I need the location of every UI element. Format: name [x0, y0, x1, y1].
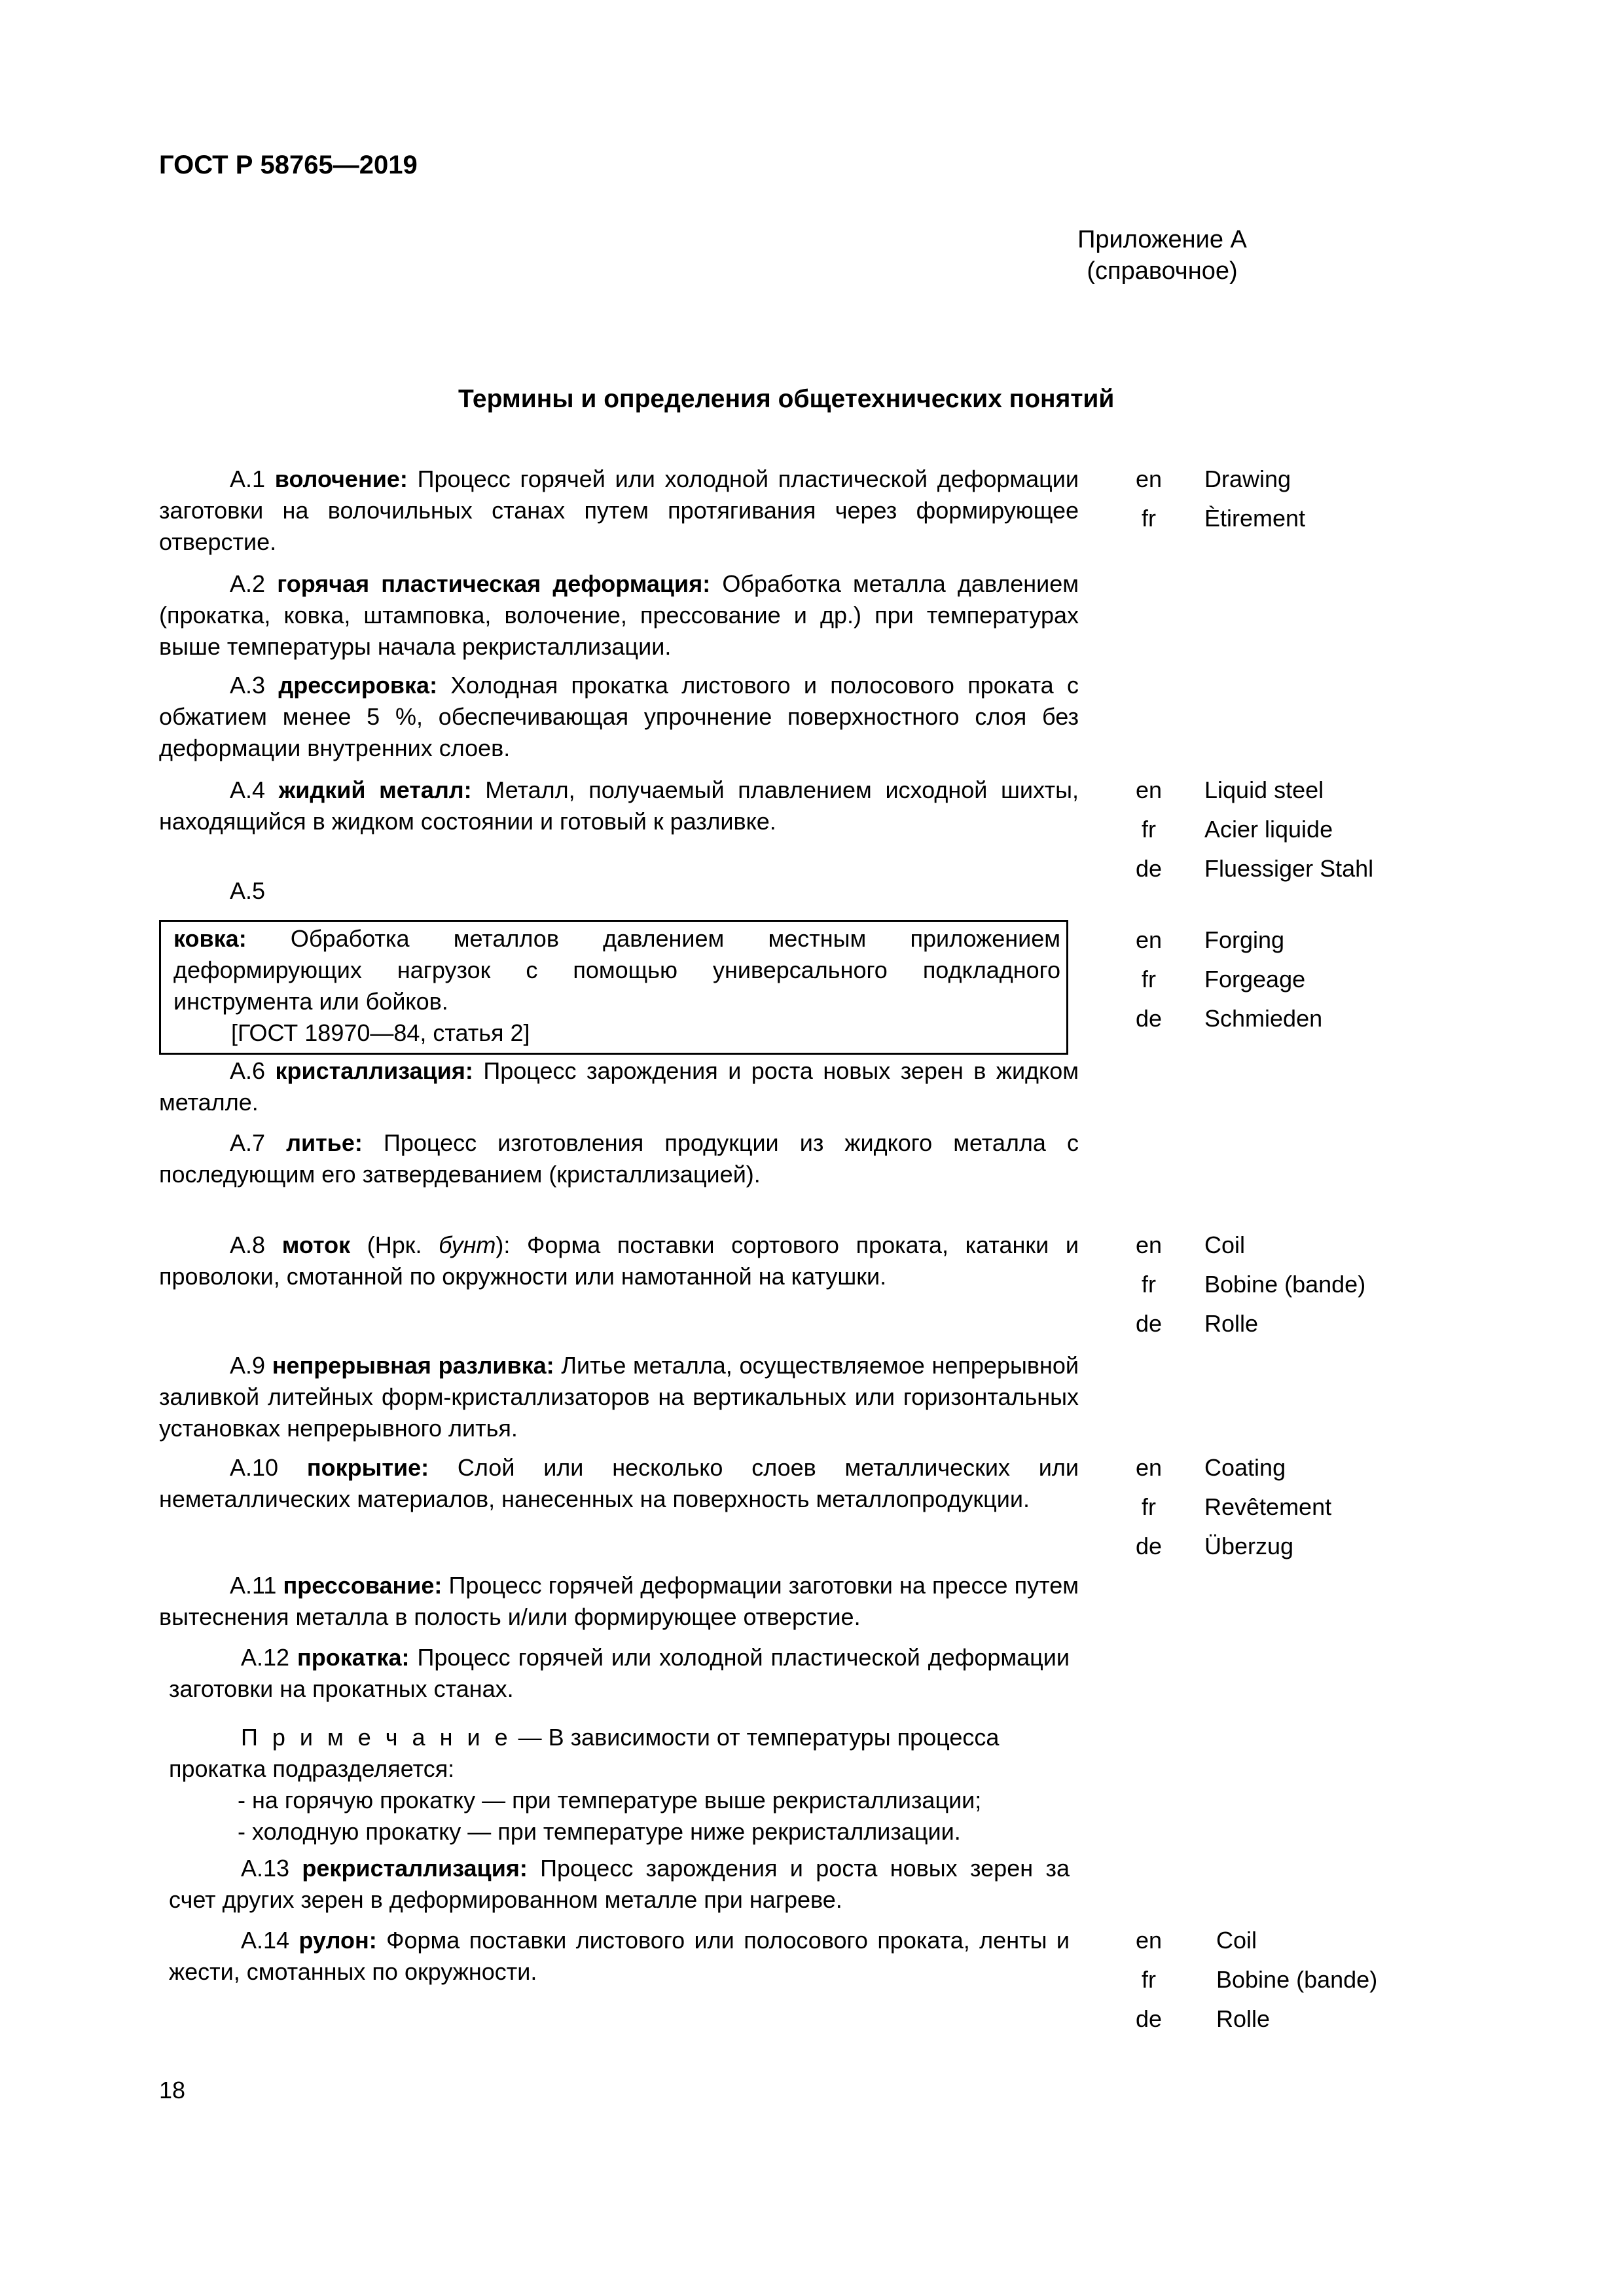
- note-block: П р и м е ч а н и е — В зависимости от температуры процесса прокатка подразделяется: - на горячую прокатку — при температуре выше рекристаллизации; - холодную прокатку — при температуре ниже рекристаллизации.: [169, 1722, 1070, 1848]
- lang-code: fr: [1142, 1966, 1156, 1993]
- term-entry-a12: А.12 прокатка: Процесс горячей или холодной пластической деформации заготовки на прокатных станах.: [169, 1644, 1070, 1702]
- term: дрессировка:: [278, 672, 438, 699]
- term-entry-a1: А.1 волочение: Процесс горячей или холодной пластической деформации заготовки на волочильных станах путем протягивания через формирующее отверстие.: [159, 465, 1079, 555]
- term: рекристаллизация:: [302, 1855, 528, 1882]
- lang-code: fr: [1142, 505, 1156, 532]
- equivalent-term: Coil: [1216, 1927, 1257, 1954]
- equivalent-term: Rolle: [1216, 2005, 1271, 2032]
- lang-code: en: [1135, 1454, 1163, 1481]
- term: жидкий металл:: [278, 776, 472, 803]
- equivalent-term: Forgeage: [1204, 966, 1306, 993]
- source-reference: [ГОСТ 18970—84, статья 2]: [231, 1019, 530, 1046]
- equivalent-term: Coating: [1204, 1454, 1286, 1481]
- note-list-item: - холодную прокатку — при температуре ниже рекристаллизации.: [238, 1818, 961, 1845]
- lang-code: fr: [1142, 1271, 1156, 1298]
- appendix-type: (справочное): [1087, 257, 1238, 285]
- term: покрытие:: [306, 1454, 429, 1481]
- term: горячая пластическая деформация:: [277, 570, 711, 597]
- equivalent-term: Ètirement: [1204, 505, 1306, 532]
- lang-code: de: [1135, 855, 1163, 882]
- equivalent-term: Schmieden: [1204, 1005, 1323, 1032]
- lang-code: fr: [1142, 1493, 1156, 1520]
- lang-code: de: [1135, 1310, 1163, 1337]
- term: прессование:: [283, 1572, 442, 1599]
- equivalent-term: Bobine (bande): [1216, 1966, 1378, 1993]
- lang-code: fr: [1142, 816, 1156, 843]
- term: рулон:: [298, 1927, 377, 1954]
- lang-code: en: [1135, 776, 1163, 803]
- document-number: ГОСТ Р 58765—2019: [159, 151, 418, 179]
- equivalent-term: Acier liquide: [1204, 816, 1333, 843]
- equivalent-term: Revêtement: [1204, 1493, 1332, 1520]
- term-entry-a8: А.8 моток (Нрк. бунт): Форма поставки сортового проката, катанки и проволоки, смотанной по окружности или намотанной на катушки.: [159, 1231, 1079, 1290]
- equivalent-term: Forging: [1204, 926, 1285, 953]
- term-entry-a2: А.2 горячая пластическая деформация: Обработка металла давлением (прокатка, ковка, штамповка, волочение, прессование и др.) при температурах выше температуры начала рекристаллизации.: [159, 570, 1079, 660]
- equivalent-term: Überzug: [1204, 1533, 1294, 1559]
- term-entry-a14: А.14 рулон: Форма поставки листового или полосового проката, ленты и жести, смотанных по окружности.: [169, 1927, 1070, 1985]
- term-entry-a5-number: А.5: [230, 877, 266, 904]
- term: моток: [281, 1231, 351, 1258]
- term: волочение:: [274, 465, 408, 492]
- term: непрерывная разливка:: [272, 1352, 554, 1379]
- lang-code: de: [1135, 1533, 1163, 1559]
- term-entry-a4: А.4 жидкий металл: Металл, получаемый плавлением исходной шихты, находящийся в жидком состоянии и готовый к разливке.: [159, 776, 1079, 835]
- lang-code: de: [1135, 2005, 1163, 2032]
- term-entry-a5: ковка: Обработка металлов давлением местным приложением деформирующих нагрузок с помощью универсального подкладного инструмента или бойков. [ГОСТ 18970—84, статья 2]: [173, 923, 1060, 1049]
- appendix-label: Приложение А: [1077, 226, 1247, 253]
- term-entry-a10: А.10 покрытие: Слой или несколько слоев металлических или неметаллических материалов, нанесенных на поверхность металлопродукции.: [159, 1454, 1079, 1512]
- lang-code: fr: [1142, 966, 1156, 993]
- term: прокатка:: [297, 1644, 410, 1671]
- equivalent-term: Rolle: [1204, 1310, 1259, 1337]
- equivalent-term: Liquid steel: [1204, 776, 1324, 803]
- note-list-item: - на горячую прокатку — при температуре выше рекристаллизации;: [238, 1787, 982, 1813]
- lang-code: en: [1135, 926, 1163, 953]
- equivalent-term: Bobine (bande): [1204, 1271, 1366, 1298]
- equivalent-term: Coil: [1204, 1231, 1246, 1258]
- term-entry-a7: А.7 литье: Процесс изготовления продукции из жидкого металла с последующим его затвердеванием (кристаллизацией).: [159, 1129, 1079, 1188]
- term: кристаллизация:: [275, 1057, 473, 1084]
- equivalent-term: Fluessiger Stahl: [1204, 855, 1374, 882]
- section-title: Термины и определения общетехнических понятий: [458, 385, 1115, 413]
- term-entry-a9: А.9 непрерывная разливка: Литье металла, осуществляемое непрерывной заливкой литейных форм-кристаллизаторов на вертикальных или горизонтальных установках непрерывного литья.: [159, 1352, 1079, 1442]
- term-entry-a3: А.3 дрессировка: Холодная прокатка листового и полосового проката с обжатием менее 5 %, обеспечивающая упрочнение поверхностного слоя без деформации внутренних слоев.: [159, 672, 1079, 761]
- term: литье:: [286, 1129, 363, 1156]
- note-label: П р и м е ч а н и е: [241, 1724, 512, 1751]
- term-entry-a6: А.6 кристаллизация: Процесс зарождения и роста новых зерен в жидком металле.: [159, 1057, 1079, 1116]
- term-entry-a13: А.13 рекристаллизация: Процесс зарождения и роста новых зерен за счет других зерен в деформированном металле при нагреве.: [169, 1855, 1070, 1913]
- equivalent-term: Drawing: [1204, 465, 1291, 492]
- lang-code: de: [1135, 1005, 1163, 1032]
- lang-code: en: [1135, 1231, 1163, 1258]
- lang-code: en: [1135, 465, 1163, 492]
- term-entry-a11: А.11 прессование: Процесс горячей деформации заготовки на прессе путем вытеснения металла в полость и/или формирующее отверстие.: [159, 1572, 1079, 1630]
- lang-code: en: [1135, 1927, 1163, 1954]
- term: ковка:: [173, 925, 247, 952]
- page-number: 18: [159, 2077, 186, 2104]
